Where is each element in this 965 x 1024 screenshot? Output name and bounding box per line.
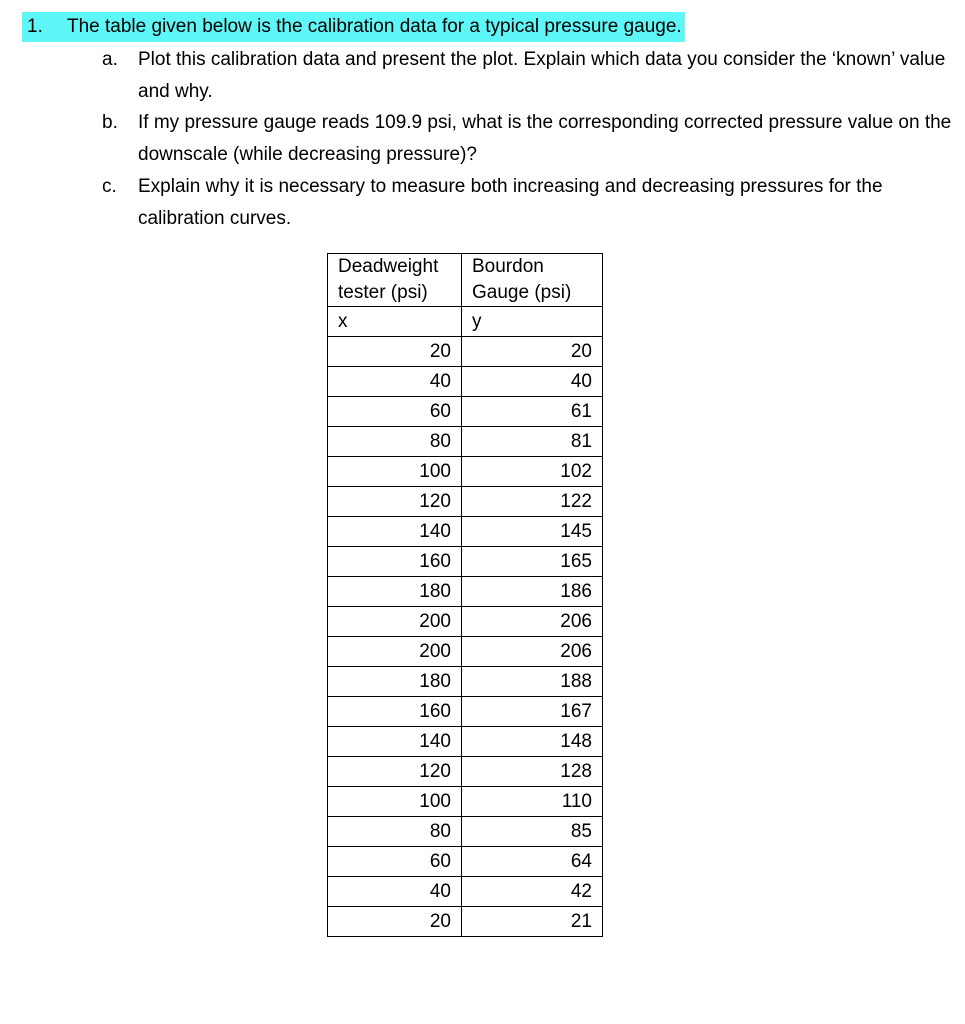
table-row <box>328 727 603 757</box>
table-row <box>328 817 603 847</box>
table-row <box>328 757 603 787</box>
cell-bourdon: 61 <box>462 397 603 427</box>
cell-bourdon: 206 <box>462 607 603 637</box>
cell-bourdon: 102 <box>462 457 603 487</box>
cell-deadweight: 140 <box>328 727 462 757</box>
table-row <box>328 427 603 457</box>
question-number: 1. <box>27 16 43 37</box>
cell-bourdon: 122 <box>462 487 603 517</box>
table-row <box>328 637 603 667</box>
cell-bourdon: 188 <box>462 667 603 697</box>
cell-deadweight: 200 <box>328 637 462 667</box>
calibration-table <box>327 253 603 937</box>
cell-bourdon: 167 <box>462 697 603 727</box>
variable-y: y <box>462 307 603 337</box>
table-row <box>328 517 603 547</box>
part-c <box>102 171 952 234</box>
part-c-letter: c. <box>102 176 117 197</box>
table-row <box>328 787 603 817</box>
cell-deadweight: 160 <box>328 547 462 577</box>
header-deadweight-line1: Deadweight <box>338 256 439 277</box>
table-row <box>328 667 603 697</box>
part-b-letter: b. <box>102 112 118 133</box>
cell-bourdon: 64 <box>462 847 603 877</box>
part-b-text: If my pressure gauge reads 109.9 psi, what is the corresponding corrected pressure value on the downscale (while decreasing pressure)? <box>138 112 952 165</box>
table-row <box>328 877 603 907</box>
cell-deadweight: 100 <box>328 787 462 817</box>
cell-deadweight: 140 <box>328 517 462 547</box>
table-row <box>328 367 603 397</box>
part-a <box>102 44 952 107</box>
cell-bourdon: 20 <box>462 337 603 367</box>
cell-deadweight: 60 <box>328 397 462 427</box>
cell-deadweight: 40 <box>328 367 462 397</box>
question-1-line <box>22 12 685 42</box>
table-header-row <box>328 254 603 307</box>
table-row <box>328 577 603 607</box>
cell-deadweight: 80 <box>328 427 462 457</box>
question-text: The table given below is the calibration data for a typical pressure gauge. <box>67 16 682 37</box>
cell-bourdon: 110 <box>462 787 603 817</box>
cell-deadweight: 120 <box>328 487 462 517</box>
table-row <box>328 907 603 937</box>
cell-deadweight: 200 <box>328 607 462 637</box>
cell-deadweight: 20 <box>328 337 462 367</box>
cell-bourdon: 186 <box>462 577 603 607</box>
header-deadweight-line2: tester (psi) <box>338 282 428 303</box>
header-deadweight <box>328 254 462 307</box>
cell-deadweight: 40 <box>328 877 462 907</box>
table-row <box>328 487 603 517</box>
header-bourdon-line1: Bourdon <box>472 256 544 277</box>
part-c-text: Explain why it is necessary to measure both increasing and decreasing pressures for the calibration curves. <box>138 176 883 229</box>
cell-deadweight: 80 <box>328 817 462 847</box>
cell-bourdon: 128 <box>462 757 603 787</box>
table-row <box>328 457 603 487</box>
cell-bourdon: 148 <box>462 727 603 757</box>
cell-deadweight: 160 <box>328 697 462 727</box>
header-bourdon <box>462 254 603 307</box>
table-row <box>328 847 603 877</box>
cell-bourdon: 165 <box>462 547 603 577</box>
cell-bourdon: 206 <box>462 637 603 667</box>
table-row <box>328 547 603 577</box>
cell-bourdon: 40 <box>462 367 603 397</box>
table-row <box>328 607 603 637</box>
cell-bourdon: 85 <box>462 817 603 847</box>
cell-bourdon: 145 <box>462 517 603 547</box>
cell-deadweight: 100 <box>328 457 462 487</box>
cell-deadweight: 180 <box>328 577 462 607</box>
part-a-text: Plot this calibration data and present the plot. Explain which data you consider the ‘known’ value and why. <box>138 49 946 102</box>
cell-bourdon: 21 <box>462 907 603 937</box>
table-row <box>328 337 603 367</box>
header-bourdon-line2: Gauge (psi) <box>472 282 572 303</box>
part-b <box>102 107 952 170</box>
cell-bourdon: 42 <box>462 877 603 907</box>
cell-deadweight: 60 <box>328 847 462 877</box>
cell-deadweight: 180 <box>328 667 462 697</box>
cell-deadweight: 120 <box>328 757 462 787</box>
part-a-letter: a. <box>102 49 118 70</box>
variable-x: x <box>328 307 462 337</box>
table-variable-row <box>328 307 603 337</box>
cell-deadweight: 20 <box>328 907 462 937</box>
table-row <box>328 697 603 727</box>
table-row <box>328 397 603 427</box>
cell-bourdon: 81 <box>462 427 603 457</box>
